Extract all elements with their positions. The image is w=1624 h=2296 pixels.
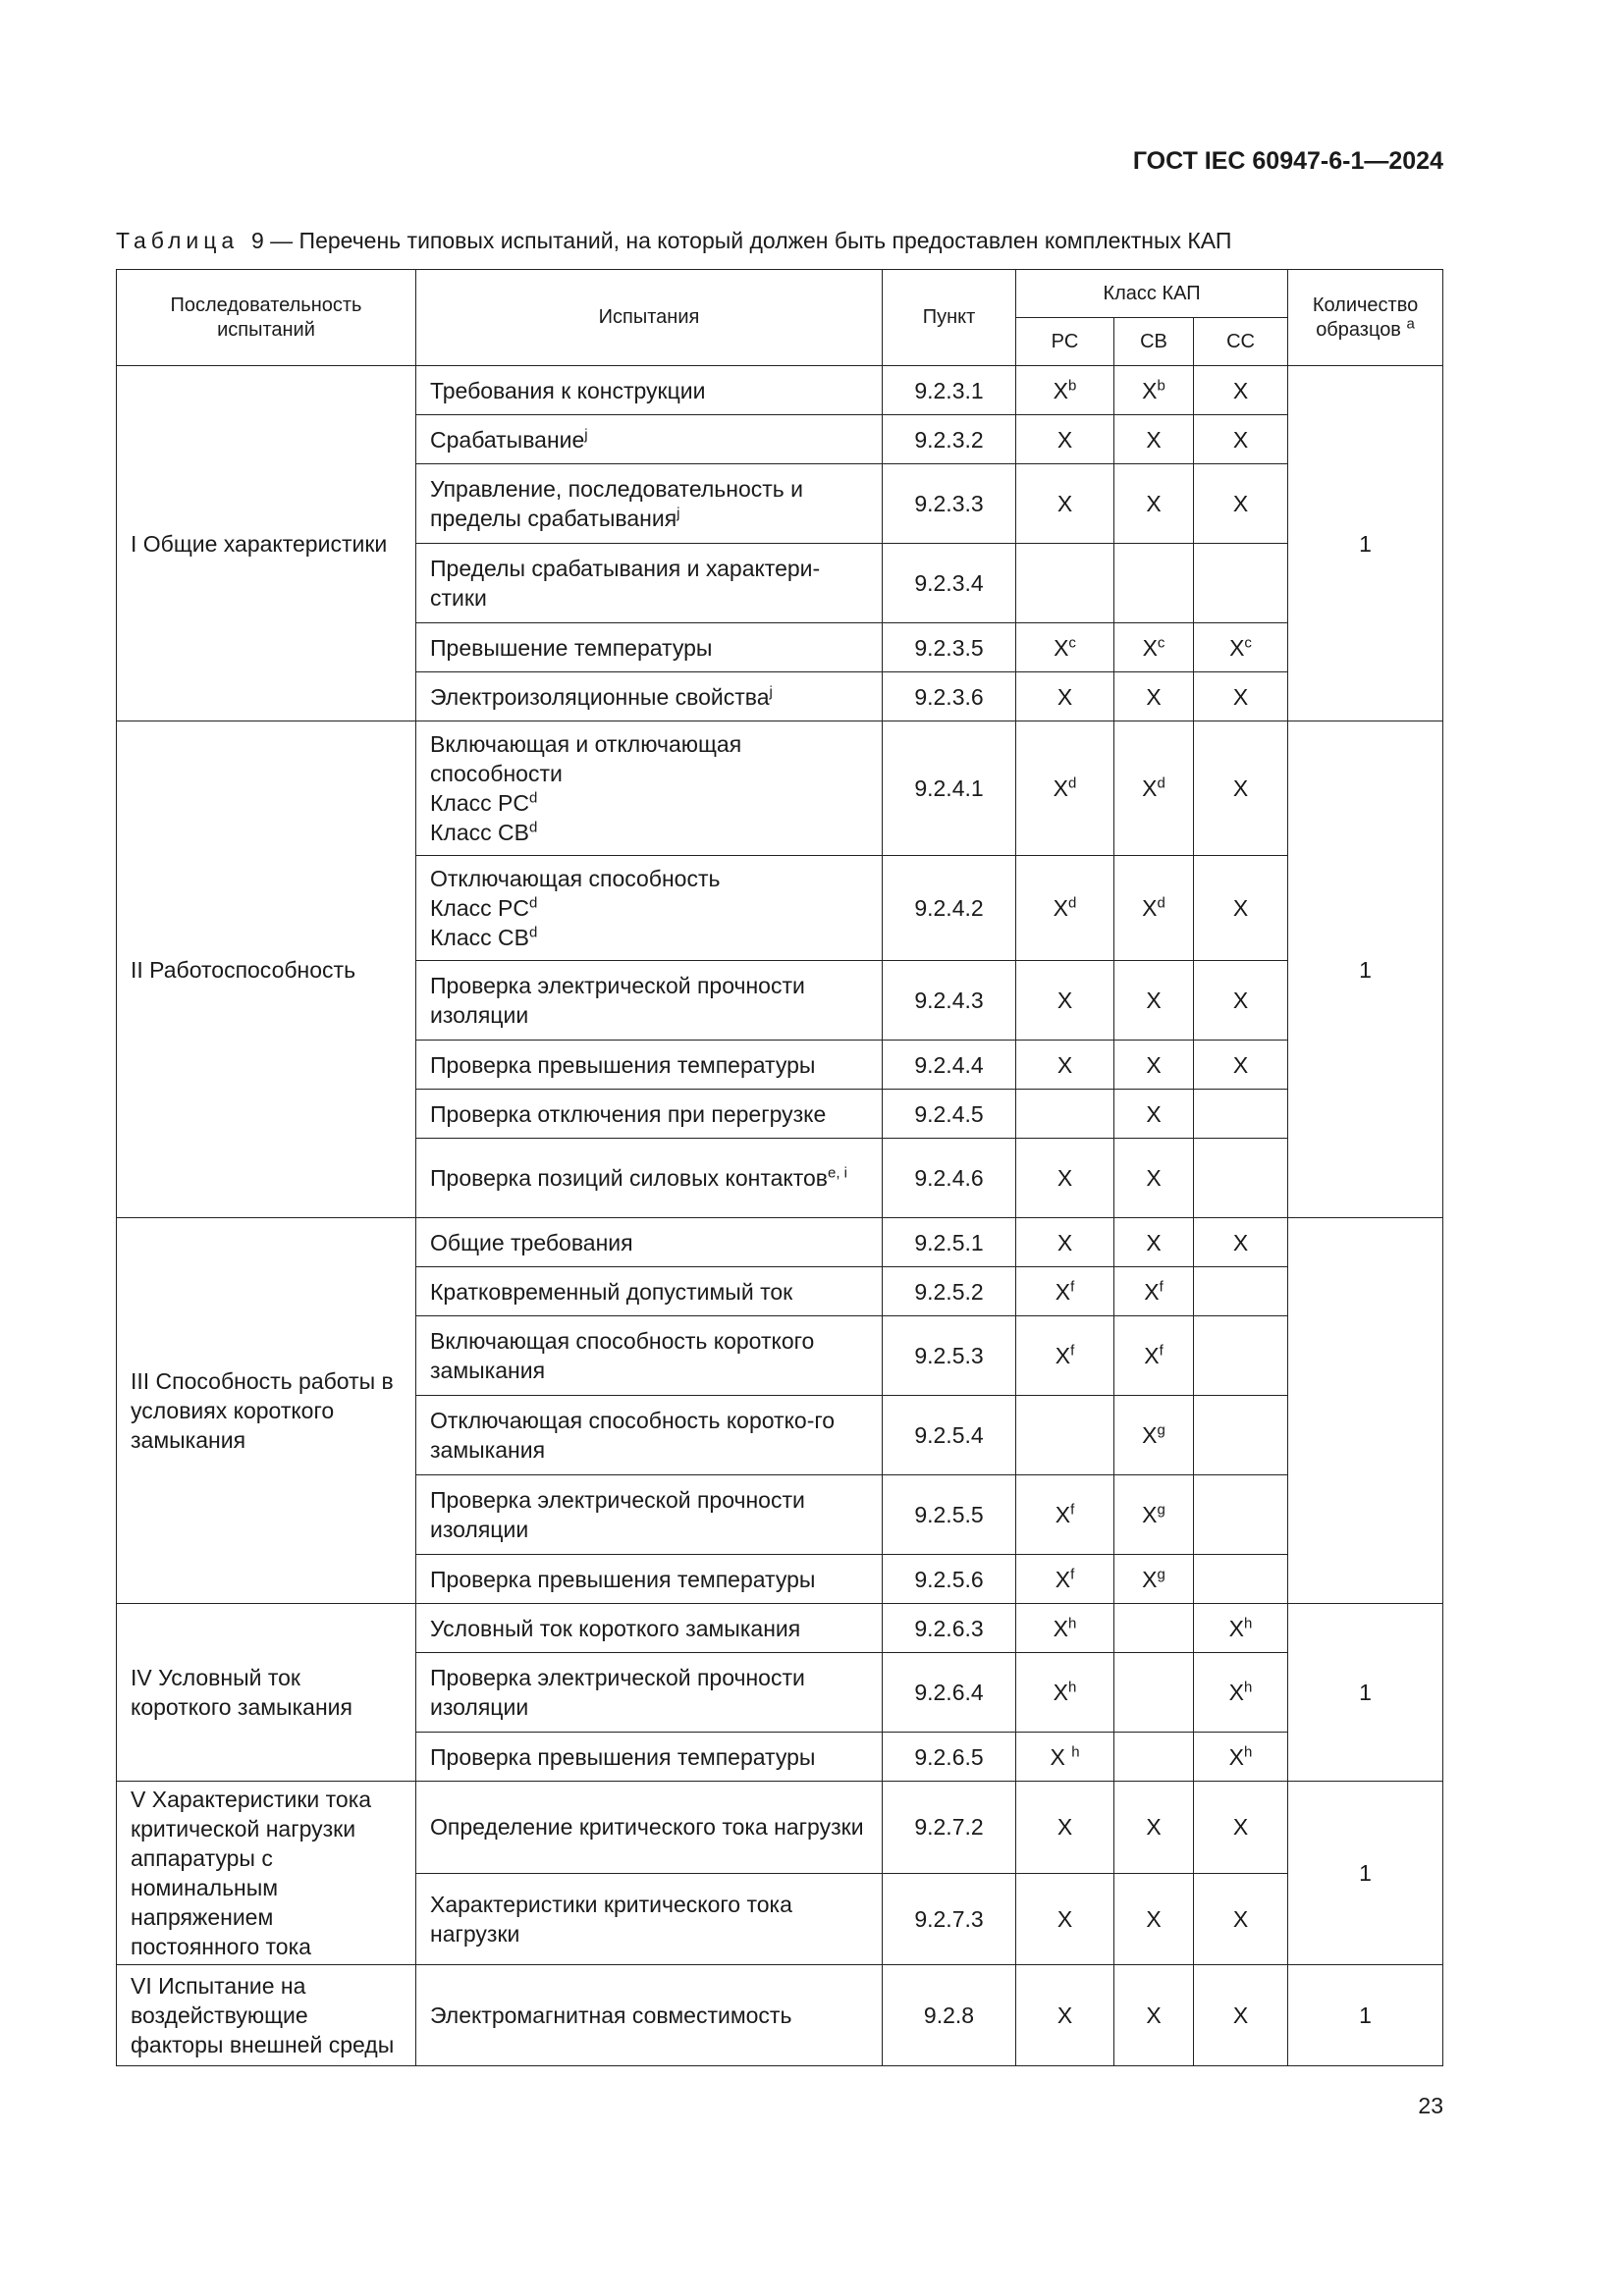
table-row — [117, 366, 1443, 415]
mark-value: X — [1050, 1743, 1072, 1770]
test-name — [416, 415, 883, 464]
type-tests-table — [116, 269, 1443, 2066]
clause-number: 9.2.5.5 — [883, 1475, 1016, 1555]
class-pc-mark — [1016, 1267, 1114, 1316]
test-name — [416, 856, 883, 961]
class-cc-mark — [1194, 1782, 1288, 1874]
test-class-note: d — [528, 789, 538, 807]
class-cb-mark — [1114, 1090, 1194, 1139]
mark-note: b — [1157, 376, 1165, 394]
mark-value: X — [1228, 1680, 1244, 1705]
test-label: Проверка позиций силовых контактов — [430, 1165, 828, 1191]
test-label: Проверка отключения при перегрузке — [430, 1100, 827, 1127]
test-class-line: Класс CB — [430, 925, 529, 950]
test-label: Характеристики критического тока нагрузки — [430, 1891, 792, 1947]
class-cc-mark — [1194, 415, 1288, 464]
class-cb-mark — [1114, 1267, 1194, 1316]
class-cb-mark — [1114, 1782, 1194, 1874]
mark-value: X — [1055, 1343, 1071, 1368]
clause-number: 9.2.8 — [883, 1965, 1016, 2066]
class-pc-mark — [1016, 1218, 1114, 1267]
header-class-pc: PC — [1016, 318, 1114, 366]
mark-value: X — [1056, 491, 1073, 516]
class-cc-mark — [1194, 1733, 1288, 1782]
class-cc-mark — [1194, 1139, 1288, 1218]
header-clause: Пункт — [883, 270, 1016, 366]
class-pc-mark — [1016, 415, 1114, 464]
mark-value: X — [1056, 988, 1073, 1013]
mark-note: h — [1068, 1679, 1077, 1696]
mark-value: X — [1232, 426, 1249, 453]
mark-value: X — [1144, 1343, 1160, 1368]
class-pc-mark — [1016, 1090, 1114, 1139]
mark-value: X — [1232, 1229, 1249, 1255]
class-pc-mark — [1016, 1139, 1114, 1218]
caption-number: 9 — [250, 228, 264, 253]
header-quantity-note: а — [1406, 314, 1415, 332]
mark-note: b — [1068, 376, 1077, 394]
class-cc-mark — [1194, 856, 1288, 961]
mark-value: X — [1229, 634, 1245, 661]
class-cb-mark — [1114, 961, 1194, 1041]
page-number: 23 — [1418, 2093, 1443, 2118]
test-label: Отключающая способность коротко-го замыкания — [430, 1408, 836, 1463]
class-cb-mark — [1114, 1316, 1194, 1396]
mark-value: X — [1055, 1278, 1071, 1305]
mark-value: X — [1146, 1905, 1162, 1932]
test-label: Проверка превышения температуры — [430, 1051, 816, 1078]
mark-value: X — [1056, 426, 1073, 453]
table-row — [117, 1218, 1443, 1267]
mark-value: X — [1232, 895, 1249, 921]
mark-value: X — [1232, 988, 1249, 1013]
mark-note: c — [1244, 633, 1252, 651]
mark-value: X — [1053, 1615, 1068, 1641]
mark-value: X — [1142, 895, 1158, 921]
mark-value: X — [1053, 377, 1068, 403]
mark-value: X — [1228, 1743, 1244, 1770]
sample-quantity: 1 — [1288, 721, 1443, 1218]
clause-number: 9.2.7.3 — [883, 1873, 1016, 1965]
class-pc-mark — [1016, 366, 1114, 415]
mark-value: X — [1053, 775, 1068, 801]
class-pc-mark — [1016, 1396, 1114, 1475]
test-label: Включающая и отключающая способности — [430, 731, 742, 786]
mark-value: X — [1056, 2002, 1073, 2028]
mark-value: X — [1056, 1905, 1073, 1932]
caption-text: — Перечень типовых испытаний, на который должен быть предоставлен комплектных КАП — [263, 228, 1232, 253]
test-label: Условный ток короткого замыкания — [430, 1615, 801, 1641]
table-row — [117, 1604, 1443, 1653]
class-cc-mark — [1194, 1653, 1288, 1733]
clause-number: 9.2.6.3 — [883, 1604, 1016, 1653]
class-cb-mark — [1114, 366, 1194, 415]
class-cb-mark — [1114, 1965, 1194, 2066]
class-cc-mark — [1194, 1316, 1288, 1396]
clause-number: 9.2.4.6 — [883, 1139, 1016, 1218]
class-pc-mark — [1016, 961, 1114, 1041]
class-pc-mark — [1016, 1782, 1114, 1874]
test-name — [416, 464, 883, 544]
class-cc-mark — [1194, 1267, 1288, 1316]
mark-value: X — [1232, 1814, 1249, 1841]
test-name — [416, 1782, 883, 1874]
class-pc-mark — [1016, 1873, 1114, 1965]
class-cc-mark — [1194, 1965, 1288, 2066]
class-cb-mark — [1114, 1396, 1194, 1475]
header-sequence: Последовательность испытаний — [117, 270, 416, 366]
test-label: Проверка превышения температуры — [430, 1743, 816, 1770]
test-name — [416, 1475, 883, 1555]
class-cb-mark — [1114, 1733, 1194, 1782]
test-class-line: Класс PC — [430, 790, 529, 816]
group-name: VI Испытание на воздействующие факторы внешней среды — [117, 1965, 416, 2066]
test-label: Проверка превышения температуры — [430, 1566, 816, 1592]
header-quantity — [1288, 270, 1443, 366]
mark-value: X — [1228, 1615, 1244, 1641]
clause-number: 9.2.3.5 — [883, 623, 1016, 672]
clause-number: 9.2.7.2 — [883, 1782, 1016, 1874]
sample-quantity: 1 — [1288, 1965, 1443, 2066]
mark-note: d — [1068, 894, 1077, 912]
test-note: e, i — [828, 1164, 848, 1182]
clause-number: 9.2.5.2 — [883, 1267, 1016, 1316]
class-pc-mark — [1016, 721, 1114, 856]
mark-value: X — [1053, 1680, 1068, 1705]
header-class: Класс КАП — [1016, 270, 1288, 318]
mark-note: h — [1244, 1614, 1253, 1631]
sample-quantity: 1 — [1288, 1782, 1443, 1965]
group-name: V Характеристики тока критической нагрузки аппаратуры с номинальным напряжением постоянного тока — [117, 1782, 416, 1965]
mark-value: X — [1232, 1051, 1249, 1078]
class-cb-mark — [1114, 1139, 1194, 1218]
class-cb-mark — [1114, 1475, 1194, 1555]
test-class-note: d — [528, 819, 538, 836]
class-cc-mark — [1194, 1555, 1288, 1604]
mark-value: X — [1146, 988, 1162, 1013]
test-label: Отключающая способность — [430, 866, 721, 891]
mark-value: X — [1146, 2002, 1162, 2028]
clause-number: 9.2.3.6 — [883, 672, 1016, 721]
test-label: Электромагнитная совместимость — [430, 2002, 792, 2028]
class-cc-mark — [1194, 544, 1288, 623]
class-cc-mark — [1194, 1604, 1288, 1653]
mark-value: X — [1146, 426, 1162, 453]
class-pc-mark — [1016, 672, 1114, 721]
mark-value: X — [1056, 1814, 1073, 1841]
class-cc-mark — [1194, 623, 1288, 672]
class-cc-mark — [1194, 1041, 1288, 1090]
header-tests: Испытания — [416, 270, 883, 366]
test-name — [416, 721, 883, 856]
class-pc-mark — [1016, 1965, 1114, 2066]
mark-value: X — [1146, 1165, 1162, 1191]
class-cb-mark — [1114, 721, 1194, 856]
table-row — [117, 1782, 1443, 1874]
mark-note: f — [1070, 1501, 1075, 1519]
test-label: Срабатывание — [430, 426, 585, 453]
test-label: Определение критического тока нагрузки — [430, 1814, 864, 1841]
mark-value: X — [1054, 634, 1069, 661]
table-row — [117, 1965, 1443, 2066]
mark-note: h — [1244, 1742, 1253, 1760]
mark-value: X — [1055, 1502, 1071, 1527]
test-name — [416, 1090, 883, 1139]
test-note: j — [769, 682, 773, 700]
clause-number: 9.2.5.4 — [883, 1396, 1016, 1475]
test-name — [416, 1218, 883, 1267]
class-cb-mark — [1114, 1555, 1194, 1604]
table-body — [117, 366, 1443, 2066]
class-cb-mark — [1114, 1873, 1194, 1965]
class-cb-mark — [1114, 544, 1194, 623]
mark-value: X — [1232, 377, 1249, 403]
class-cc-mark — [1194, 1396, 1288, 1475]
class-pc-mark — [1016, 856, 1114, 961]
class-cc-mark — [1194, 721, 1288, 856]
class-cb-mark — [1114, 623, 1194, 672]
test-label: Проверка электрической прочности изоляции — [430, 1665, 805, 1720]
mark-value: X — [1232, 683, 1249, 710]
mark-value: X — [1146, 1100, 1162, 1127]
mark-value: X — [1142, 377, 1158, 403]
class-pc-mark — [1016, 1653, 1114, 1733]
mark-value: X — [1142, 775, 1158, 801]
test-name — [416, 1139, 883, 1218]
group-name: I Общие характеристики — [117, 366, 416, 721]
class-cc-mark — [1194, 464, 1288, 544]
class-pc-mark — [1016, 623, 1114, 672]
mark-note: g — [1157, 1501, 1165, 1519]
clause-number: 9.2.3.2 — [883, 415, 1016, 464]
sample-quantity — [1288, 1218, 1443, 1604]
test-name — [416, 1267, 883, 1316]
test-name — [416, 623, 883, 672]
mark-value: X — [1146, 1229, 1162, 1255]
class-cb-mark — [1114, 1604, 1194, 1653]
mark-note: g — [1157, 1565, 1165, 1582]
group-name: IV Условный ток короткого замыкания — [117, 1604, 416, 1782]
class-cc-mark — [1194, 1218, 1288, 1267]
class-cb-mark — [1114, 672, 1194, 721]
class-pc-mark — [1016, 1733, 1114, 1782]
clause-number: 9.2.5.1 — [883, 1218, 1016, 1267]
test-class-line: Класс CB — [430, 820, 529, 845]
mark-note: d — [1068, 774, 1077, 792]
mark-note: d — [1157, 894, 1165, 912]
header-class-cb: CB — [1114, 318, 1194, 366]
test-name — [416, 366, 883, 415]
test-name — [416, 672, 883, 721]
class-cb-mark — [1114, 1041, 1194, 1090]
clause-number: 9.2.4.3 — [883, 961, 1016, 1041]
test-label: Управление, последовательность и пределы срабатывания — [430, 476, 804, 531]
test-label: Проверка электрической прочности изоляции — [430, 973, 805, 1028]
class-cc-mark — [1194, 1090, 1288, 1139]
caption-label: Таблица — [116, 228, 240, 253]
class-cc-mark — [1194, 672, 1288, 721]
test-name — [416, 1965, 883, 2066]
test-label: Кратковременный допустимый ток — [430, 1278, 793, 1305]
mark-value: X — [1142, 634, 1158, 661]
test-label: Пределы срабатывания и характери-стики — [430, 556, 821, 611]
clause-number: 9.2.3.4 — [883, 544, 1016, 623]
mark-value: X — [1232, 2002, 1249, 2028]
test-note: j — [584, 425, 588, 443]
mark-note: d — [1157, 774, 1165, 792]
test-label: Проверка электрической прочности изоляции — [430, 1487, 805, 1542]
mark-note: g — [1157, 1421, 1165, 1439]
test-label: Общие требования — [430, 1229, 633, 1255]
test-label: Превышение температуры — [430, 634, 713, 661]
class-cb-mark — [1114, 1653, 1194, 1733]
test-name — [416, 1396, 883, 1475]
mark-value: X — [1056, 683, 1073, 710]
test-name — [416, 1041, 883, 1090]
class-cc-mark — [1194, 1873, 1288, 1965]
mark-value: X — [1146, 683, 1162, 710]
class-cc-mark — [1194, 366, 1288, 415]
mark-value: X — [1053, 895, 1068, 921]
mark-value: X — [1056, 1229, 1073, 1255]
class-cc-mark — [1194, 1475, 1288, 1555]
mark-value: X — [1232, 1905, 1249, 1932]
clause-number: 9.2.6.5 — [883, 1733, 1016, 1782]
class-pc-mark — [1016, 1041, 1114, 1090]
mark-note: f — [1070, 1342, 1075, 1360]
test-name — [416, 961, 883, 1041]
class-cb-mark — [1114, 856, 1194, 961]
mark-value: X — [1142, 1502, 1158, 1527]
class-pc-mark — [1016, 544, 1114, 623]
clause-number: 9.2.4.5 — [883, 1090, 1016, 1139]
test-class-note: d — [528, 894, 538, 912]
mark-note: c — [1068, 633, 1076, 651]
table-row — [117, 721, 1443, 856]
mark-value: X — [1232, 491, 1249, 516]
test-name — [416, 544, 883, 623]
mark-value: X — [1232, 775, 1249, 801]
header-quantity-label: Количество образцов — [1312, 294, 1419, 341]
class-pc-mark — [1016, 1604, 1114, 1653]
document-id: ГОСТ IEC 60947-6-1—2024 — [1132, 147, 1443, 175]
mark-note: h — [1068, 1614, 1077, 1631]
test-name — [416, 1653, 883, 1733]
class-cb-mark — [1114, 1218, 1194, 1267]
class-cb-mark — [1114, 464, 1194, 544]
test-name — [416, 1733, 883, 1782]
class-cc-mark — [1194, 961, 1288, 1041]
mark-value: X — [1056, 1051, 1073, 1078]
table-caption — [116, 228, 1490, 254]
clause-number: 9.2.4.4 — [883, 1041, 1016, 1090]
clause-number: 9.2.5.6 — [883, 1555, 1016, 1604]
group-name: III Способность работы в условиях короткого замыкания — [117, 1218, 416, 1604]
class-pc-mark — [1016, 1555, 1114, 1604]
test-name — [416, 1604, 883, 1653]
mark-note: f — [1159, 1277, 1164, 1295]
mark-note: c — [1157, 633, 1165, 651]
mark-note: f — [1070, 1277, 1075, 1295]
test-note: j — [677, 505, 680, 522]
sample-quantity: 1 — [1288, 366, 1443, 721]
test-label: Включающая способность короткого замыкания — [430, 1328, 815, 1383]
mark-value: X — [1142, 1422, 1158, 1448]
mark-note: h — [1071, 1742, 1080, 1760]
clause-number: 9.2.4.2 — [883, 856, 1016, 961]
header-class-cc: CC — [1194, 318, 1288, 366]
clause-number: 9.2.4.1 — [883, 721, 1016, 856]
clause-number: 9.2.3.1 — [883, 366, 1016, 415]
class-cb-mark — [1114, 415, 1194, 464]
mark-value: X — [1146, 491, 1162, 516]
mark-note: f — [1070, 1565, 1075, 1582]
test-name — [416, 1873, 883, 1965]
clause-number: 9.2.3.3 — [883, 464, 1016, 544]
mark-value: X — [1055, 1566, 1071, 1592]
clause-number: 9.2.6.4 — [883, 1653, 1016, 1733]
test-name — [416, 1555, 883, 1604]
mark-note: h — [1244, 1679, 1253, 1696]
mark-value: X — [1142, 1566, 1158, 1592]
class-pc-mark — [1016, 1316, 1114, 1396]
group-name: II Работоспособность — [117, 721, 416, 1218]
sample-quantity: 1 — [1288, 1604, 1443, 1782]
test-name — [416, 1316, 883, 1396]
mark-value: X — [1146, 1051, 1162, 1078]
mark-value: X — [1146, 1814, 1162, 1841]
class-pc-mark — [1016, 464, 1114, 544]
mark-note: f — [1159, 1342, 1164, 1360]
clause-number: 9.2.5.3 — [883, 1316, 1016, 1396]
class-pc-mark — [1016, 1475, 1114, 1555]
test-class-line: Класс PC — [430, 895, 529, 921]
test-label: Требования к конструкции — [430, 377, 706, 403]
mark-value: X — [1056, 1165, 1073, 1191]
test-label: Электроизоляционные свойства — [430, 683, 770, 710]
mark-value: X — [1144, 1278, 1160, 1305]
test-class-note: d — [528, 924, 538, 941]
